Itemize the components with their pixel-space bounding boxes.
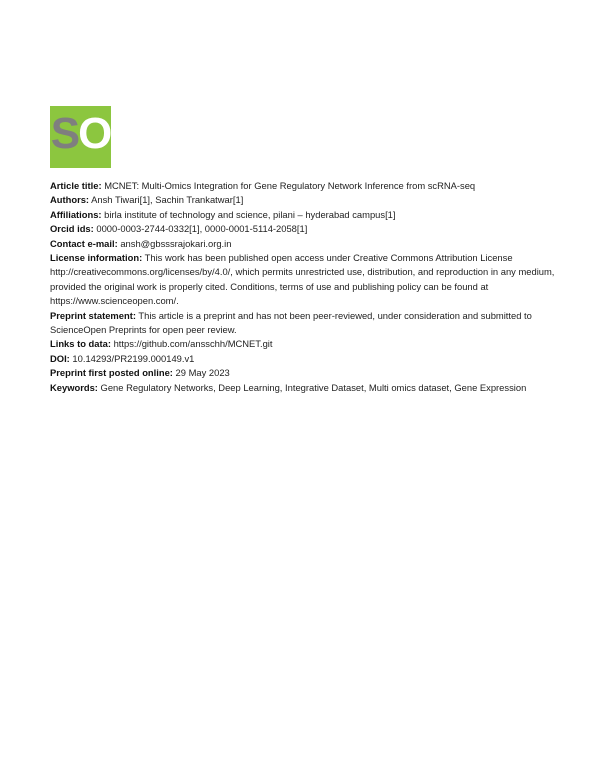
posted-online-value: 29 May 2023 <box>175 367 230 379</box>
affiliations-row <box>50 208 560 222</box>
doi-value: 10.14293/PR2199.000149.v1 <box>72 352 195 364</box>
keywords-row <box>50 381 560 395</box>
orcid-value: 0000-0003-2744-0332[1], 0000-0001-5114-2058[1] <box>96 223 308 235</box>
affiliations-label: Affiliations: <box>50 208 102 220</box>
preprint-statement-row <box>50 309 560 338</box>
authors-label: Authors: <box>50 194 90 206</box>
preprint-statement-label: Preprint statement: <box>50 309 136 321</box>
authors-value: Ansh Tiwari[1], Sachin Trankatwar[1] <box>91 194 244 206</box>
posted-online-row <box>50 366 560 380</box>
authors-row <box>50 193 560 207</box>
contact-email-label: Contact e-mail: <box>50 237 118 249</box>
license-label: License information: <box>50 252 143 264</box>
links-to-data-value: https://github.com/ansschh/MCNET.git <box>113 338 273 350</box>
orcid-row <box>50 222 560 236</box>
orcid-label: Orcid ids: <box>50 223 94 235</box>
logo-letter-o: O <box>78 109 111 158</box>
keywords-label: Keywords: <box>50 381 98 393</box>
article-title-value: MCNET: Multi-Omics Integration for Gene Regulatory Network Inference from scRNA-seq <box>104 180 476 191</box>
scienceopen-logo <box>50 106 111 168</box>
posted-online-label: Preprint first posted online: <box>50 367 173 379</box>
doi-label: DOI: <box>50 352 70 364</box>
contact-email-row <box>50 237 560 251</box>
logo-letters <box>50 108 111 160</box>
links-to-data-label: Links to data: <box>50 338 111 350</box>
license-value: This work has been published open access under Creative Commons Attribution License http://creativecommons.org/licenses/by/4.0/, which permits unrestricted use, distribution, and reproduction in any medium, provided the original work is properly cited. Conditions, terms of use and publishing policy can be found at https://www.scienceopen.com/. <box>50 252 555 307</box>
article-title-label: Article title: <box>50 180 102 191</box>
contact-email-value: ansh@gbsssrajokari.org.in <box>120 237 232 249</box>
license-row <box>50 251 560 309</box>
links-to-data-row <box>50 337 560 351</box>
doi-row <box>50 352 560 366</box>
affiliations-value: birla institute of technology and science, pilani – hyderabad campus[1] <box>104 208 396 220</box>
article-title-row <box>50 179 560 193</box>
article-metadata <box>50 179 560 395</box>
preprint-statement-value: This article is a preprint and has not been peer-reviewed, under consideration and submitted to ScienceOpen Preprints for open peer review. <box>50 309 532 336</box>
logo-letter-s: S <box>50 109 79 158</box>
keywords-value: Gene Regulatory Networks, Deep Learning, Integrative Dataset, Multi omics dataset, Gene Expression <box>100 381 527 393</box>
